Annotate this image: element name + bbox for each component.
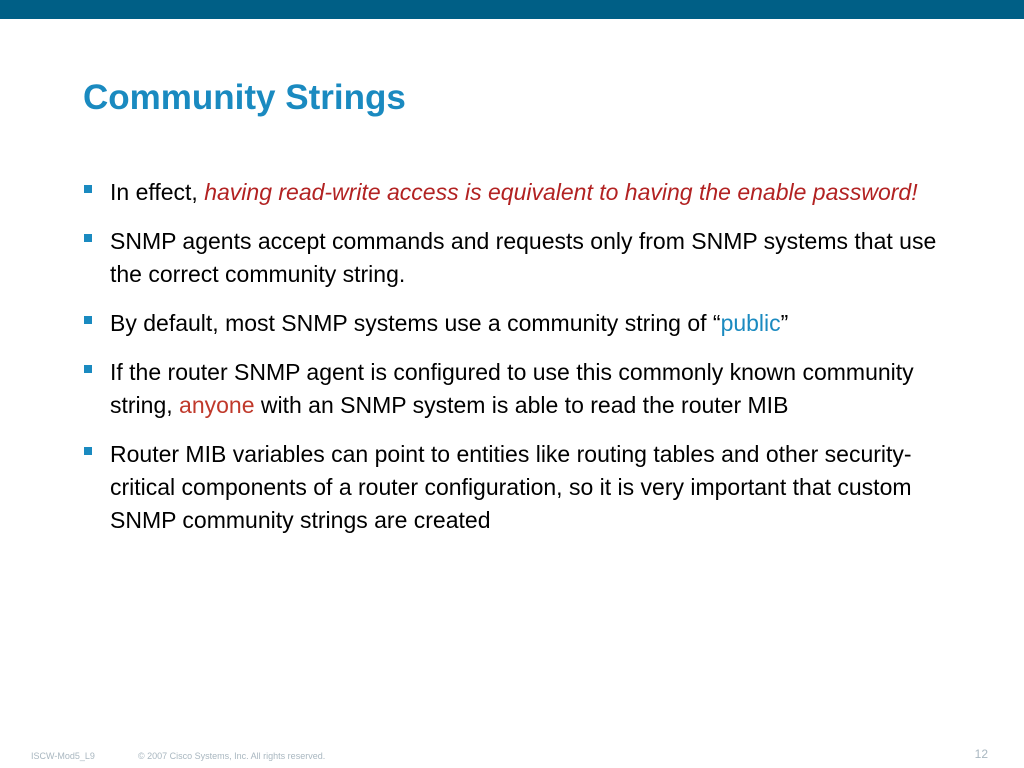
bullet-highlight-anyone: anyone [179, 392, 255, 418]
slide-title: Community Strings [83, 78, 406, 117]
bullet-emphasis: having read-write access is equivalent to having the enable password! [204, 179, 918, 205]
footer-copyright: © 2007 Cisco Systems, Inc. All rights reserved. [138, 751, 326, 761]
bullet-text: SNMP agents accept commands and requests only from SNMP systems that use the correct community string. [110, 228, 937, 287]
bullet-highlight-public: public [720, 310, 781, 336]
square-bullet-icon [84, 365, 92, 373]
square-bullet-icon [84, 185, 92, 193]
square-bullet-icon [84, 447, 92, 455]
bullet-text-after: with an SNMP system is able to read the router MIB [254, 392, 789, 418]
page-number: 12 [974, 747, 988, 761]
bullet-text: In effect, [110, 179, 205, 205]
bullet-text: If the router SNMP agent is configured to use this commonly known community string, [110, 359, 914, 418]
bullet-item-5 [82, 438, 962, 537]
bullet-text-after: ” [780, 310, 789, 336]
bullet-list [82, 176, 962, 553]
footer-course-code: ISCW-Mod5_L9 [31, 751, 95, 761]
bullet-item-3 [82, 307, 962, 340]
bullet-text: By default, most SNMP systems use a community string of “ [110, 310, 721, 336]
top-banner-bar [0, 0, 1024, 19]
bullet-item-2 [82, 225, 962, 291]
bullet-text: Router MIB variables can point to entities like routing tables and other security-critical components of a router configuration, so it is very important that custom SNMP community strings are created [110, 441, 912, 533]
square-bullet-icon [84, 234, 92, 242]
bullet-item-4 [82, 356, 962, 422]
bullet-item-1 [82, 176, 962, 209]
square-bullet-icon [84, 316, 92, 324]
